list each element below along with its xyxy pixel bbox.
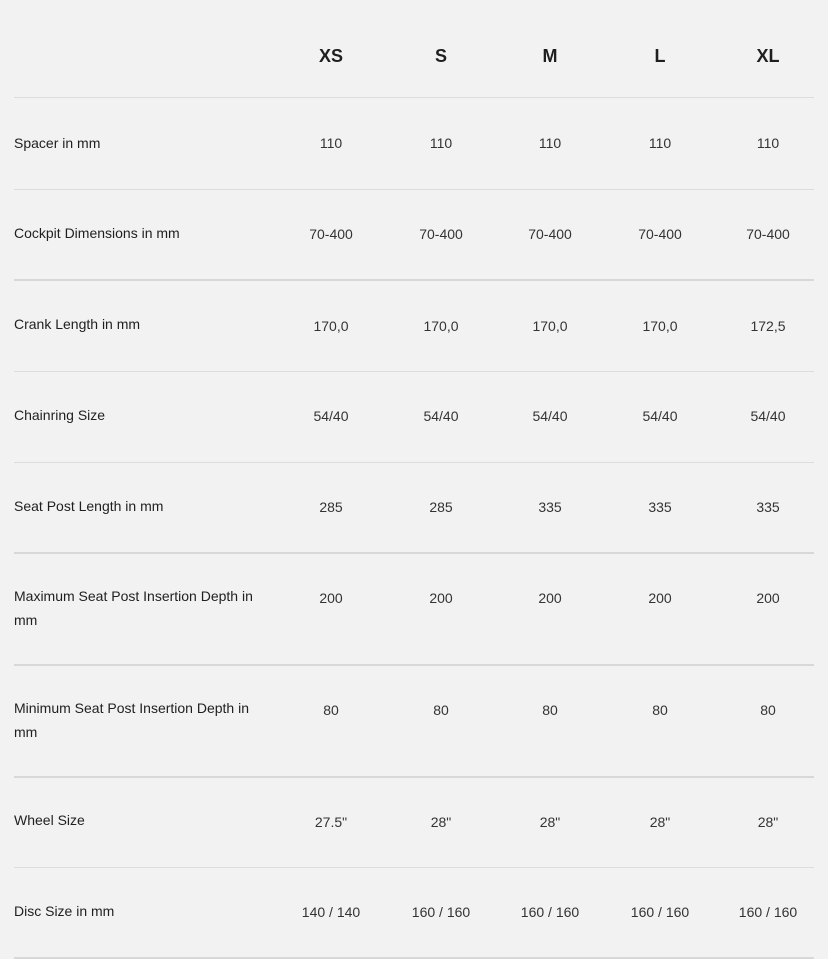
table-header-row [14,0,814,98]
table-cell: 335 [648,499,672,515]
table-cell: 110 [648,135,672,151]
table-cell: 335 [756,499,780,515]
table-cell: 170,0 [313,318,349,334]
table-cell: 28" [539,814,561,830]
table-cell: 70-400 [746,226,790,242]
row-label: Cockpit Dimensions in mm [14,225,180,241]
table-cell: 27.5" [314,814,348,830]
column-header-xl: XL [756,46,780,66]
table-cell: 110 [429,135,453,151]
row-label: Seat Post Length in mm [14,498,164,514]
table-cell: 80 [542,702,558,718]
table-cell: 285 [429,499,453,515]
table-cell: 110 [756,135,780,151]
table-cell: 200 [756,590,780,606]
table-cell: 200 [648,590,672,606]
column-header-m: M [542,46,558,66]
column-header-l: L [654,46,666,66]
table-cell: 170,0 [532,318,568,334]
table-cell: 172,5 [750,318,786,334]
row-label: Wheel Size [14,812,85,828]
table-cell: 110 [538,135,562,151]
table-cell: 54/40 [532,408,568,424]
row-label: Disc Size in mm [14,903,115,919]
column-header-s: S [434,46,447,66]
table-cell: 140 / 140 [301,904,361,920]
table-cell: 54/40 [750,408,786,424]
table-row [14,281,814,372]
table-cell: 80 [433,702,449,718]
table-row [14,666,814,778]
column-header-xs: XS [318,46,343,66]
table-row [14,554,814,666]
table-cell: 28" [649,814,671,830]
table-cell: 160 / 160 [520,904,580,920]
table-cell: 160 / 160 [411,904,471,920]
table-cell: 70-400 [638,226,682,242]
table-cell: 70-400 [419,226,463,242]
row-label: Spacer in mm [14,135,101,151]
table-row [14,868,814,959]
table-cell: 28" [430,814,452,830]
table-cell: 160 / 160 [738,904,798,920]
table-cell: 54/40 [313,408,349,424]
table-cell: 28" [757,814,779,830]
table-cell: 70-400 [309,226,353,242]
table-cell: 70-400 [528,226,572,242]
table-cell: 170,0 [642,318,678,334]
table-cell: 170,0 [423,318,459,334]
row-label: Crank Length in mm [14,316,141,332]
table-row [14,778,814,868]
table-cell: 200 [538,590,562,606]
table-cell: 160 / 160 [630,904,690,920]
table-cell: 200 [429,590,453,606]
table-cell: 80 [323,702,339,718]
table-cell: 285 [319,499,343,515]
table-cell: 335 [538,499,562,515]
table-cell: 110 [319,135,343,151]
geometry-spec-table [14,0,814,959]
table-cell: 80 [652,702,668,718]
table-row [14,463,814,554]
table-cell: 80 [760,702,776,718]
table-cell: 54/40 [423,408,459,424]
table-row [14,190,814,281]
table-row [14,98,814,190]
table-row [14,372,814,463]
row-label: Maximum Seat Post Insertion Depth in mm [14,588,253,628]
row-label: Chainring Size [14,407,106,423]
table-cell: 200 [319,590,343,606]
row-label: Minimum Seat Post Insertion Depth in mm [14,700,249,740]
table-cell: 54/40 [642,408,678,424]
